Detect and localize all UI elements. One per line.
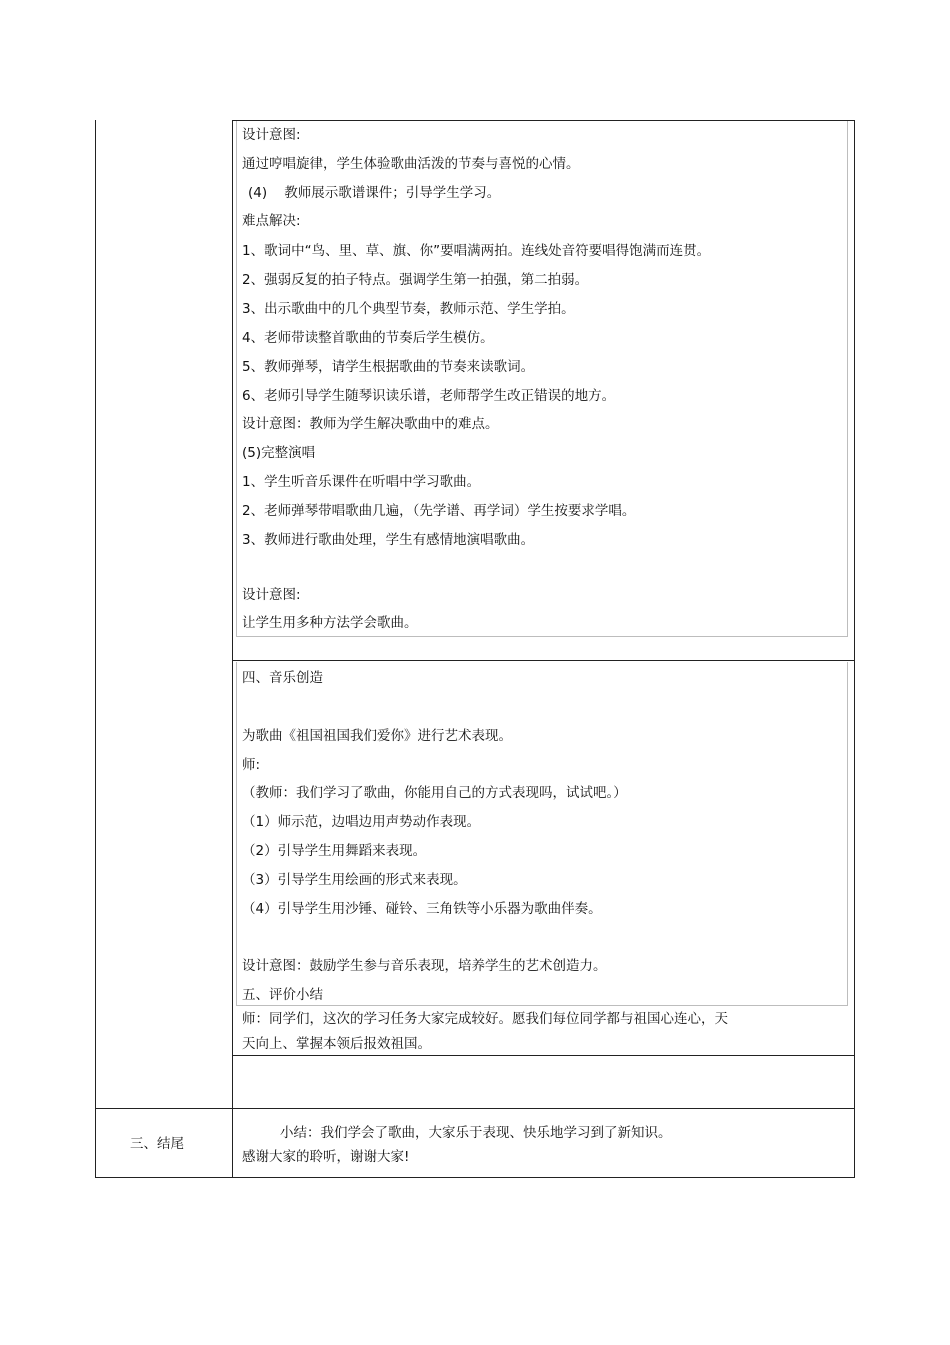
inner-frame-bottom-1 — [236, 636, 848, 637]
text-line: (4) 教师展示歌谱课件；引导学生学习。 — [248, 185, 501, 201]
text-line: 设计意图：鼓励学生参与音乐表现，培养学生的艺术创造力。 — [242, 958, 607, 974]
text-line: 天向上、掌握本领后报效祖国。 — [242, 1036, 431, 1052]
text-line: 6、老师引导学生随琴识读乐谱，老师帮学生改正错误的地方。 — [242, 388, 616, 404]
text-line: 为歌曲《祖国祖国我们爱你》进行艺术表现。 — [242, 728, 512, 744]
text-line: （1）师示范，边唱边用声势动作表现。 — [242, 814, 481, 830]
inner-frame-left-2 — [236, 662, 237, 1005]
text-line: 感谢大家的聆听，谢谢大家! — [242, 1149, 410, 1165]
text-line: （3）引导学生用绘画的形式来表现。 — [242, 872, 467, 888]
right-border — [854, 120, 855, 1178]
text-line: 通过哼唱旋律，学生体验歌曲活泼的节奏与喜悦的心情。 — [242, 156, 580, 172]
text-line: 1、学生听音乐课件在听唱中学习歌曲。 — [242, 474, 481, 490]
row-divider-3 — [95, 1108, 855, 1109]
text-line: 3、教师进行歌曲处理，学生有感情地演唱歌曲。 — [242, 532, 535, 548]
text-line: 3、出示歌曲中的几个典型节奏，教师示范、学生学拍。 — [242, 301, 575, 317]
text-line: 师: — [242, 757, 261, 773]
bottom-border — [95, 1177, 855, 1178]
section-heading: 五、评价小结 — [242, 987, 323, 1003]
text-line: 1、歌词中“鸟、里、草、旗、你”要唱满两拍。连线处音符要唱得饱满而连贯。 — [242, 243, 711, 259]
text-line: 小结：我们学会了歌曲，大家乐于表现、快乐地学习到了新知识。 — [280, 1125, 672, 1141]
text-line: 2、老师弹琴带唱歌曲几遍，（先学谱、再学词）学生按要求学唱。 — [242, 503, 636, 519]
text-line: 设计意图：教师为学生解决歌曲中的难点。 — [242, 416, 499, 432]
text-line: 让学生用多种方法学会歌曲。 — [242, 615, 418, 631]
inner-frame-right-2 — [847, 662, 848, 1005]
text-line: 4、老师带读整首歌曲的节奏后学生模仿。 — [242, 330, 494, 346]
row-divider-2 — [232, 1055, 855, 1056]
top-border — [232, 120, 855, 121]
text-line: 难点解决: — [242, 213, 301, 229]
row-divider-1 — [232, 660, 855, 661]
text-line: (5)完整演唱 — [242, 445, 316, 461]
text-line: （4）引导学生用沙锤、碰铃、三角铁等小乐器为歌曲伴奏。 — [242, 901, 602, 917]
left-border — [95, 120, 96, 1178]
text-line: 设计意图: — [242, 127, 301, 143]
column-divider — [232, 120, 233, 1178]
inner-frame-right-1 — [847, 121, 848, 636]
inner-frame-left-1 — [236, 121, 237, 636]
text-line: （教师：我们学习了歌曲，你能用自己的方式表现吗，试试吧。） — [242, 785, 627, 801]
inner-frame-bottom-2 — [236, 1005, 848, 1006]
text-line: 5、教师弹琴，请学生根据歌曲的节奏来读歌词。 — [242, 359, 535, 375]
section-heading: 四、音乐创造 — [242, 670, 323, 686]
text-line: 2、强弱反复的拍子特点。强调学生第一拍强，第二拍弱。 — [242, 272, 589, 288]
text-line: （2）引导学生用舞蹈来表现。 — [242, 843, 427, 859]
text-line: 师：同学们，这次的学习任务大家完成较好。愿我们每位同学都与祖国心连心，天 — [242, 1011, 728, 1027]
ending-label: 三、结尾 — [130, 1136, 184, 1152]
text-line: 设计意图: — [242, 587, 301, 603]
